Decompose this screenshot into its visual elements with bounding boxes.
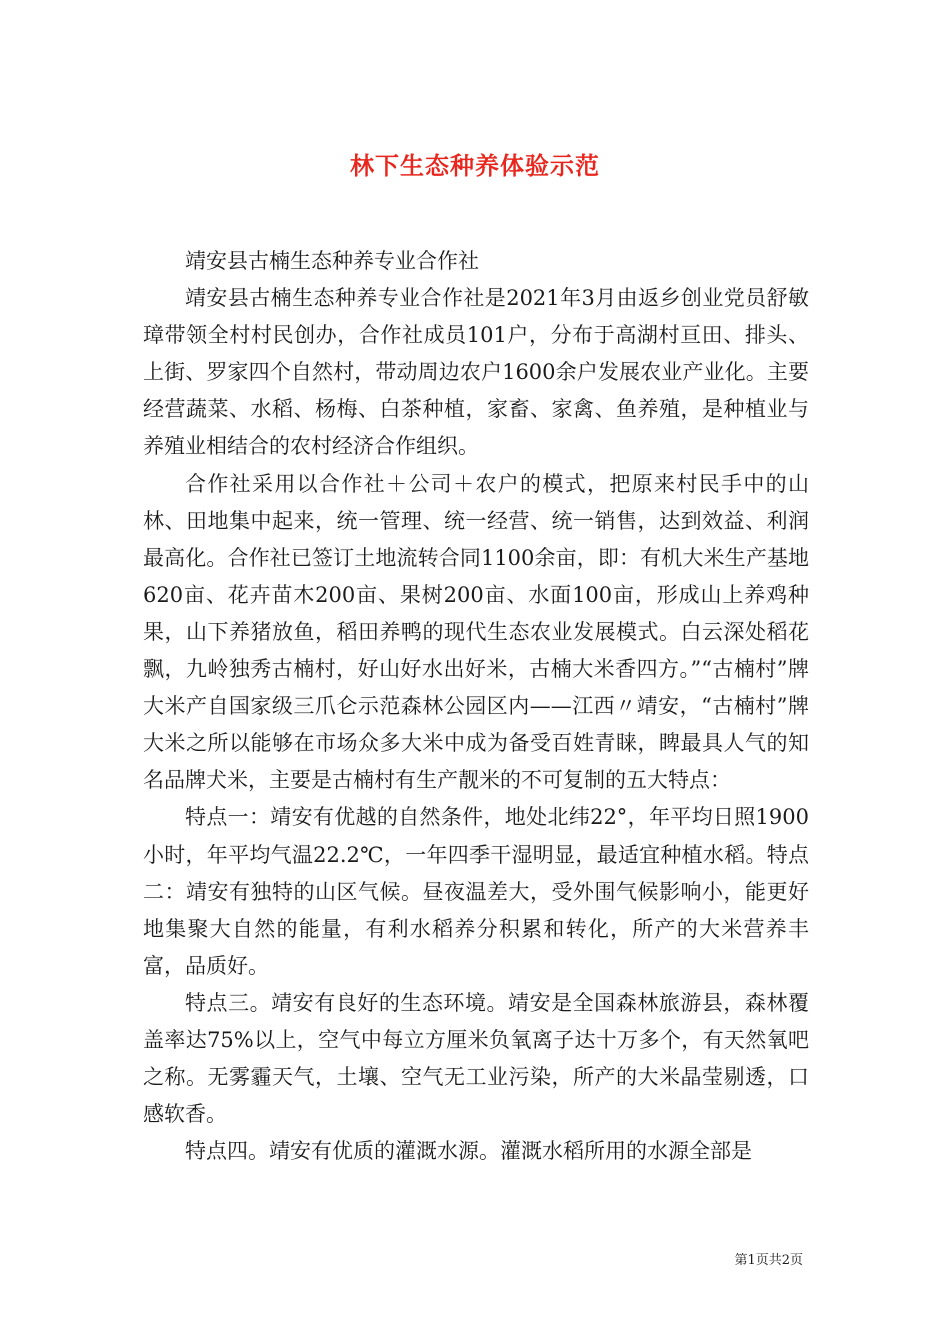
page-title: 林下生态种养体验示范 [350,151,600,181]
paragraph-feature-1-2: 特点一：靖安有优越的自然条件，地处北纬22°，年平均日照1900小时，年平均气温22.2℃，一年四季干湿明显，最适宜种植水稻。特点二：靖安有独特的山区气候。昼夜温差大，受外围气候影响小，能更好地集聚大自然的能量，有利水稻养分积累和转化，所产的大米营养丰富，品质好。 [143,805,809,978]
paragraph-org-name: 靖安县古楠生态种养专业合作社 [185,249,479,273]
document-body [143,243,809,1170]
paragraph-model: 合作社采用以合作社＋公司＋农户的模式，把原来村民手中的山林、田地集中起来，统一管理、统一经营、统一销售，达到效益、利润最高化。合作社已签订土地流转合同1100余亩，即：有机大米生产基地620亩、花卉苗木200亩、果树200亩、水面100亩，形成山上养鸡种果，山下养猪放鱼，稻田养鸭的现代生态农业发展模式。白云深处稻花飘，九岭独秀古楠村，好山好水出好米，古楠大米香四方。”“古楠村”牌大米产自国家级三爪仑示范森林公园区内——江西〃靖安，“古楠村”牌大米之所以能够在市场众多大米中成为备受百姓青睐，睥最具人气的知名品牌犬米，主要是古楠村有生产靓米的不可复制的五大特点： [143,471,809,793]
paragraph-feature-4: 特点四。靖安有优质的灌溉水源。灌溉水稻所用的水源全部是 [185,1139,752,1164]
page-number: 第1页共2页 [734,1253,803,1268]
paragraph-intro: 靖安县古楠生态种养专业合作社是2021年3月由返乡创业党员舒敏璋带领全村村民创办，合作社成员101户，分布于高湖村亘田、排头、上街、罗家四个自然村，带动周边农户1600余户发展农业产业化。主要经营蔬菜、水稻、杨梅、白茶种植，家畜、家禽、鱼养殖，是种植业与养殖业相结合的农村经济合作组织。 [143,286,809,459]
paragraph-feature-3: 特点三。靖安有良好的生态环境。靖安是全国森林旅游县，森林覆盖率达75%以上，空气中每立方厘米负氧离子达十万多个，有天然氧吧之称。无雾霾天气，土壤、空气无工业污染，所产的大米晶莹剔透，口感软香。 [143,990,809,1127]
